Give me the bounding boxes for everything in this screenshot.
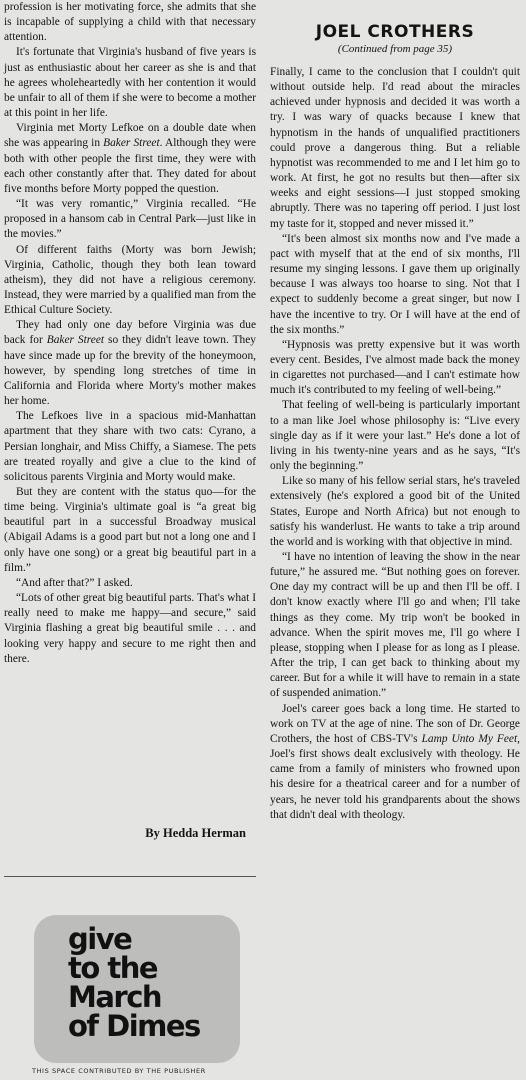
ad-credit: THIS SPACE CONTRIBUTED BY THE PUBLISHER (32, 1067, 206, 1075)
paragraph: Finally, I came to the conclusion that I couldn't quit without outside help. I'd read about the miracles achieved under hypnosis and decided it was worth a try. I was wary of quacks because I knew that hypnotism in the hands of unqualified practitioners could prove a dangerous thing. But a reliable hypnotist was recommended to me and I let him go to work. At first, he got no results but then—after six weeks and eight sessions—I just stopped smoking abruptly. There was no tapering off period. I just lost my taste for it, stopped and never missed it.” (270, 66, 520, 230)
show-title: Baker Street (103, 137, 160, 150)
article-heading: JOEL CROTHERS (315, 22, 475, 42)
paragraph: profession is her motivating force, she admits that she is incapable of supplying a child with that necessary attention. (4, 1, 256, 44)
text: , Joel's first shows dealt exclusively with theology. He came from a family of ministers who frowned upon his desire for a theatrical career and for a number of years, he never told his grandparents about the shows that didn't deal with theology. (270, 732, 520, 821)
byline: By Hedda Herman (145, 826, 246, 840)
paragraph: That feeling of well-being is particularly important to a man like Joel whose philosophy is: “Live every single day as if it were your last.” He's done a lot of living in his twenty-nine years and as he says, “It's only the beginning.” (270, 399, 520, 473)
text: Virginia met Morty Lefkoe on a double date when she was appearing in (4, 122, 256, 150)
divider (4, 876, 256, 877)
ad-headline: give to the March of Dimes (68, 922, 200, 1043)
text: They had only one day before Virginia was due back for (4, 319, 256, 347)
paragraph: “It was very romantic,” Virginia recalled. “He proposed in a hansom cab in Central Park—just like in the movies.” (4, 198, 256, 241)
paragraph: The Lefkoes live in a spacious mid-Manhattan apartment that they share with two cats: Cyrano, a Persian longhair, and Miss Chiffy, a Siamese. The pets are treated royally and give a clue to the kind of solicitous parents Virginia and Morty would make. (4, 410, 256, 483)
paragraph (270, 702, 520, 823)
show-title: Baker Street (46, 334, 105, 347)
paragraph (4, 318, 256, 409)
right-column-body (270, 65, 520, 823)
right-column (270, 0, 520, 1080)
text: so they didn't leave town. They have since made up for the brevity of the honeymoon, however, by spending long stretches of time in California and Florida where Morty's mother makes her home. (4, 334, 256, 408)
text: Joel's career goes back a long time. He started to work on TV at the age of nine. The son of Dr. George Crothers, the host of CBS-TV's (270, 702, 520, 745)
paragraph: Like so many of his fellow serial stars, he's traveled extensively (he's explored a good bit of the United States, Europe and North Africa) but not enough to satisfy his wanderlust. He wants to take a trip around the world and is working with that objective in mind. (270, 475, 520, 548)
paragraph (4, 121, 256, 197)
paragraph: “I have no intention of leaving the show in the near future,” he assured me. “But nothing goes on forever. One day my contract will be up and then I'll be off. I don't know exactly where I'll go and when; I'll take things as they come. My trip won't be booked in advance. When the spirit moves me, I'll go where I please, stopping when I please for as long as I please. After the trip, I can get back to thinking about my career. But for a while it will have to remain in a state of suspended animation.” (270, 551, 520, 700)
continued-note: (Continued from page 35) (337, 43, 453, 55)
paragraph: Of different faiths (Morty was born Jewish; Virginia, Catholic, though they both lean toward atheism), they did not have a religious ceremony. Instead, they were married by a qualified man from the Ethical Culture Society. (4, 243, 256, 317)
paragraph: It's fortunate that Virginia's husband of five years is just as enthusiastic about her career as she is and that he agrees wholeheartedly with her contention it would be unfair to all of them if she were to become a mother at this point in her life. (4, 46, 256, 120)
paragraph: “Lots of other great big beautiful parts. That's what I really need to make me happy—and secure,” said Virginia flashing a great big beautiful smile . . . and looking very happy and secure to me right then and there. (4, 592, 256, 665)
show-title: Lamp Unto My Feet (421, 732, 518, 745)
paragraph: “And after that?” I asked. (16, 576, 133, 589)
paragraph: But they are content with the status quo—for the time being. Virginia's ultimate goal is “a great big beautiful part in a successful Broadway musical (Abigail Adams is a good part but not a long one and I only have one song) or a great big beautiful part in a film.” (4, 486, 256, 574)
march-of-dimes-ad (34, 915, 240, 1063)
text: . Although they were both with other people the first time, they were with each other constantly after that. They dated for about five months before Morty popped the question. (4, 137, 256, 195)
paragraph: “Hypnosis was pretty expensive but it was worth every cent. Besides, I've almost made back the money in cigarettes not purchased—and I can't estimate how much it's contributed to my feeling of well-being.” (270, 338, 520, 397)
paragraph: “It's been almost six months now and I've made a pact with myself that at the end of six months, I'll resume my singing lessons. I gave them up originally because I was always too hoarse to sing. Not that I expect to suddenly become a great singer, but now I have the incentive to try. Or I will have at the end of the six months.” (270, 232, 520, 336)
